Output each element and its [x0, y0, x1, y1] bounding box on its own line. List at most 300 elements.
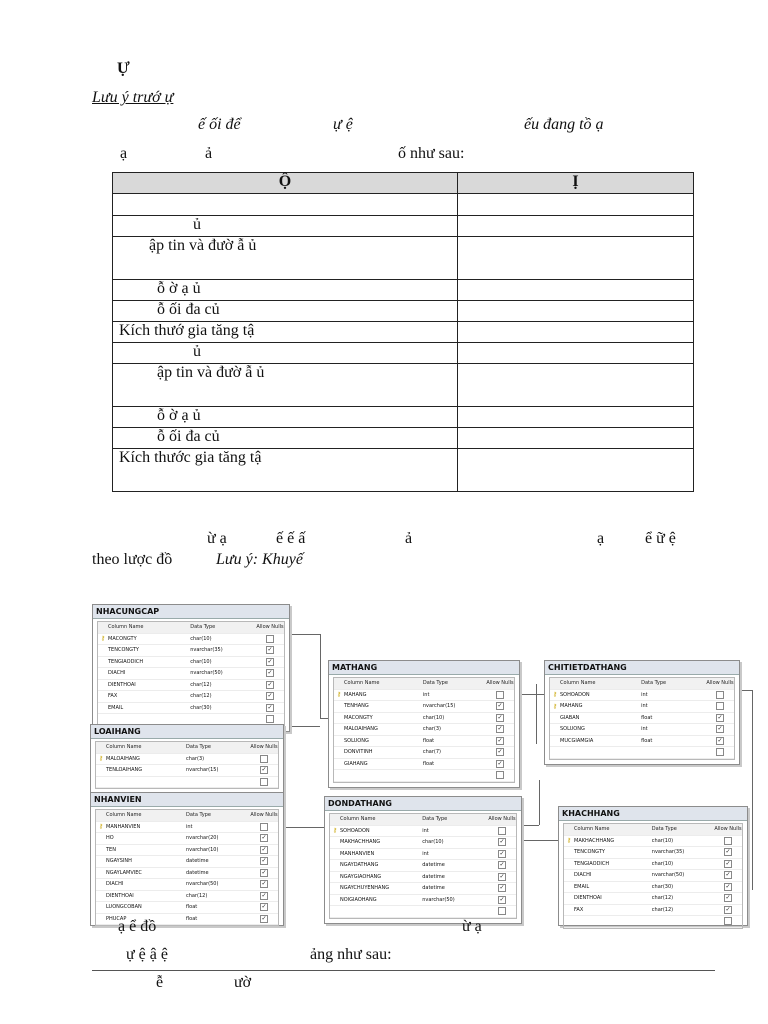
allow-nulls-checkbox[interactable] — [724, 837, 732, 845]
header-data-type: Data Type — [422, 816, 448, 823]
allow-nulls-checkbox[interactable] — [266, 715, 274, 723]
allow-nulls-checkbox[interactable]: ✓ — [497, 725, 503, 733]
column-row[interactable] — [334, 701, 514, 713]
column-name: NOIGIAOHANG — [340, 896, 377, 903]
column-row[interactable] — [98, 657, 284, 669]
table-row — [113, 322, 694, 343]
column-row[interactable] — [96, 777, 278, 789]
header-column-name: Column Name — [560, 680, 596, 687]
header-column-name: Column Name — [106, 812, 142, 819]
column-row[interactable] — [564, 847, 742, 859]
para2-frag1: ừ ạ — [207, 530, 227, 547]
allow-nulls-checkbox[interactable] — [266, 635, 274, 643]
table-row — [113, 449, 694, 492]
column-row[interactable] — [96, 856, 278, 868]
para2-frag3: ả — [405, 530, 413, 547]
allow-nulls-checkbox[interactable] — [724, 917, 732, 925]
column-header-property: Ộ — [113, 173, 458, 194]
column-name: HO — [106, 835, 114, 842]
allow-nulls-checkbox[interactable] — [260, 778, 268, 786]
database-properties-table — [112, 172, 694, 492]
allow-nulls-checkbox[interactable]: ✓ — [499, 861, 505, 869]
column-row[interactable] — [96, 879, 278, 891]
data-type: char(10) — [190, 658, 212, 665]
header-allow-nulls: Allow Nulls — [250, 812, 278, 819]
allow-nulls-checkbox[interactable] — [496, 691, 504, 699]
allow-nulls-checkbox[interactable]: ✓ — [499, 884, 505, 892]
allow-nulls-checkbox[interactable]: ✓ — [261, 880, 267, 888]
allow-nulls-checkbox[interactable]: ✓ — [499, 849, 505, 857]
column-row[interactable] — [550, 747, 734, 759]
header-column-name: Column Name — [574, 826, 610, 833]
table-chitietdathang[interactable] — [544, 660, 740, 765]
data-type: nvarchar(50) — [186, 881, 219, 888]
column-row[interactable] — [98, 645, 284, 657]
table-row — [113, 216, 694, 237]
column-row[interactable] — [564, 893, 742, 905]
allow-nulls-checkbox[interactable]: ✓ — [499, 895, 505, 903]
column-row[interactable] — [550, 724, 734, 736]
para2-frag4: ạ — [597, 530, 605, 547]
header-column-name: Column Name — [344, 680, 380, 687]
allow-nulls-checkbox[interactable]: ✓ — [725, 871, 731, 879]
data-type: datetime — [422, 873, 445, 880]
data-type: char(10) — [422, 839, 444, 846]
data-type: float — [641, 714, 653, 721]
column-row[interactable] — [334, 770, 514, 782]
header-allow-nulls: Allow Nulls — [486, 680, 514, 687]
allow-nulls-checkbox[interactable]: ✓ — [497, 759, 503, 767]
allow-nulls-checkbox[interactable]: ✓ — [725, 859, 731, 867]
header-data-type: Data Type — [641, 680, 667, 687]
data-type: char(3) — [422, 726, 442, 733]
table-row — [113, 407, 694, 428]
allow-nulls-checkbox[interactable]: ✓ — [267, 669, 273, 677]
column-row[interactable] — [550, 701, 734, 713]
table-title: CHITIETDATHANG — [545, 661, 739, 675]
header-data-type: Data Type — [186, 812, 212, 819]
relationship-line — [290, 634, 320, 635]
column-row[interactable] — [98, 703, 284, 715]
data-type: int — [186, 823, 193, 830]
data-type: int — [641, 726, 648, 733]
column-header-row — [96, 810, 278, 822]
data-type: int — [641, 691, 648, 698]
data-type: char(10) — [651, 860, 674, 867]
intro-line2-a: ạ — [120, 145, 128, 162]
table-dondathang[interactable] — [324, 796, 522, 924]
relationship-line — [284, 827, 324, 828]
header-data-type: Data Type — [422, 680, 448, 687]
primary-key-icon: ⚷ — [100, 635, 106, 643]
column-name: NGAYGIAOHANG — [340, 873, 382, 880]
column-row[interactable] — [330, 849, 516, 861]
allow-nulls-checkbox[interactable]: ✓ — [261, 914, 267, 922]
column-name: MALOAIHANG — [106, 755, 140, 762]
table-row — [113, 280, 694, 301]
column-name: NGAYDATHANG — [340, 862, 379, 869]
column-header-row — [550, 678, 734, 690]
data-type: char(10) — [190, 635, 212, 642]
value-cell — [458, 428, 694, 449]
data-type: nvarchar(35) — [651, 849, 685, 856]
property-cell: Kích thướ gia tăng tậ — [113, 322, 458, 343]
column-name: PHUCAP — [106, 915, 127, 922]
column-name: TEN — [106, 846, 116, 853]
header-allow-nulls: Allow Nulls — [256, 624, 284, 631]
allow-nulls-checkbox[interactable] — [496, 771, 504, 779]
data-type: int — [422, 850, 429, 857]
data-type: float — [186, 915, 198, 922]
value-cell — [458, 237, 694, 280]
relationship-line — [742, 690, 752, 691]
column-row[interactable] — [98, 668, 284, 680]
value-cell — [458, 301, 694, 322]
primary-key-icon: ⚷ — [566, 837, 572, 845]
allow-nulls-checkbox[interactable]: ✓ — [717, 713, 723, 721]
intro-line1-b: ự ệ — [333, 116, 353, 133]
column-name: DONVITINH — [344, 749, 373, 756]
header-allow-nulls: Allow Nulls — [714, 826, 742, 833]
bottom-line1-a: ạ ể đồ — [118, 918, 157, 935]
column-row[interactable] — [330, 895, 516, 907]
intro-line2-b: ả — [205, 145, 213, 162]
data-type: nvarchar(50) — [190, 670, 223, 677]
column-header-row — [564, 824, 742, 836]
column-name: DIACHI — [108, 670, 126, 677]
para2-line2-a: theo lược đồ — [92, 551, 173, 568]
intro-line2-c: ố như sau: — [398, 145, 465, 162]
value-cell — [458, 364, 694, 407]
allow-nulls-checkbox[interactable]: ✓ — [499, 872, 505, 880]
allow-nulls-checkbox[interactable]: ✓ — [267, 680, 273, 688]
column-row[interactable] — [334, 747, 514, 759]
allow-nulls-checkbox[interactable]: ✓ — [261, 845, 267, 853]
header-column-name: Column Name — [106, 744, 142, 751]
column-row[interactable] — [564, 916, 742, 928]
property-cell — [113, 194, 458, 216]
column-row[interactable] — [334, 759, 514, 771]
allow-nulls-checkbox[interactable]: ✓ — [267, 657, 273, 665]
primary-key-icon: ⚷ — [336, 691, 342, 699]
para2-frag5: ể ữ ệ — [645, 530, 676, 547]
primary-key-icon: ⚷ — [332, 827, 338, 835]
primary-key-icon: ⚷ — [552, 702, 558, 710]
column-name: DIENTHOAI — [108, 681, 136, 688]
allow-nulls-checkbox[interactable] — [498, 827, 506, 835]
data-type: nvarchar(15) — [422, 703, 456, 710]
column-name: NGAYLAMVIEC — [106, 869, 142, 876]
column-header-row — [96, 742, 278, 754]
data-type: datetime — [186, 858, 209, 865]
allow-nulls-checkbox[interactable]: ✓ — [725, 848, 731, 856]
er-diagram — [88, 600, 753, 922]
allow-nulls-checkbox[interactable]: ✓ — [261, 766, 267, 774]
column-row[interactable] — [96, 754, 278, 766]
allow-nulls-checkbox[interactable] — [716, 748, 724, 756]
header-data-type: Data Type — [190, 624, 216, 631]
column-name: TENCONGTY — [108, 647, 139, 654]
column-row[interactable] — [98, 680, 284, 692]
column-name: MANHANVIEN — [106, 823, 141, 830]
allow-nulls-checkbox[interactable]: ✓ — [261, 834, 267, 842]
allow-nulls-checkbox[interactable] — [260, 823, 268, 831]
relationship-line — [522, 840, 558, 841]
table-row — [113, 364, 694, 407]
header-allow-nulls: Allow Nulls — [706, 680, 734, 687]
column-row[interactable] — [98, 691, 284, 703]
column-row[interactable] — [96, 765, 278, 777]
column-name: SOLUONG — [560, 726, 585, 733]
relationship-line — [320, 634, 321, 718]
footer-a: ễ — [156, 974, 164, 991]
column-name: EMAIL — [574, 883, 590, 890]
allow-nulls-checkbox[interactable]: ✓ — [725, 894, 731, 902]
horizontal-rule — [92, 970, 715, 971]
table-title: DONDATHANG — [325, 797, 521, 811]
data-type: float — [422, 737, 435, 744]
section-heading: Ự — [117, 60, 130, 77]
value-cell — [458, 322, 694, 343]
data-type: nvarchar(35) — [190, 647, 223, 654]
column-row[interactable] — [330, 860, 516, 872]
column-name: GIAHANG — [344, 760, 368, 767]
header-column-name: Column Name — [108, 624, 144, 631]
data-type: int — [422, 827, 429, 834]
table-nhanvien[interactable] — [90, 792, 284, 926]
bottom-line2-b: ảng như sau: — [310, 946, 392, 963]
table-title: MATHANG — [329, 661, 519, 675]
allow-nulls-checkbox[interactable]: ✓ — [497, 713, 503, 721]
column-name: NGAYSINH — [106, 858, 132, 865]
column-row[interactable] — [96, 822, 278, 834]
property-cell: ỗ ờ ạ ủ — [113, 280, 458, 301]
table-title: NHANVIEN — [91, 793, 283, 807]
data-type: nvarchar(50) — [422, 896, 455, 903]
column-header-value: Ị — [458, 173, 694, 194]
column-name: MACONGTY — [344, 714, 373, 721]
data-type: datetime — [422, 885, 445, 892]
table-row — [113, 194, 694, 216]
column-name: MACONGTY — [108, 635, 137, 642]
primary-key-icon: ⚷ — [98, 755, 104, 763]
column-row[interactable] — [334, 724, 514, 736]
allow-nulls-checkbox[interactable] — [260, 755, 268, 763]
header-allow-nulls: Allow Nulls — [488, 816, 516, 823]
data-type: float — [186, 904, 198, 911]
column-name: MANHANVIEN — [340, 850, 375, 857]
column-row[interactable] — [334, 690, 514, 702]
allow-nulls-checkbox[interactable]: ✓ — [725, 905, 731, 913]
property-cell: ỗ ối đa củ — [113, 428, 458, 449]
column-name: SOLUONG — [344, 737, 369, 744]
data-type: datetime — [186, 869, 209, 876]
header-data-type: Data Type — [651, 826, 677, 833]
table-row — [113, 343, 694, 364]
table-title: NHACUNGCAP — [93, 605, 289, 619]
bottom-line1-b: ừ ạ — [462, 918, 482, 935]
note-title: Lưu ý trướ ự — [92, 89, 174, 106]
allow-nulls-checkbox[interactable] — [498, 907, 506, 915]
column-row[interactable] — [564, 836, 742, 848]
column-name: TENCONGTY — [574, 849, 605, 856]
column-row[interactable] — [96, 891, 278, 903]
relationship-line — [539, 780, 540, 825]
allow-nulls-checkbox[interactable]: ✓ — [261, 857, 267, 865]
allow-nulls-checkbox[interactable]: ✓ — [725, 882, 731, 890]
value-cell — [458, 194, 694, 216]
allow-nulls-checkbox[interactable]: ✓ — [261, 868, 267, 876]
value-cell — [458, 216, 694, 237]
allow-nulls-checkbox[interactable]: ✓ — [267, 703, 273, 711]
column-name: SOHOADON — [560, 691, 590, 698]
column-row[interactable] — [550, 736, 734, 748]
data-type: char(12) — [190, 681, 212, 688]
data-type: float — [641, 737, 653, 744]
column-name: DIACHI — [574, 872, 592, 879]
data-type: nvarchar(20) — [186, 835, 219, 842]
bottom-line2-a: ự ệ ậ ệ — [126, 946, 168, 963]
header-column-name: Column Name — [340, 816, 376, 823]
data-type: char(12) — [651, 906, 674, 913]
data-type: char(30) — [190, 704, 212, 711]
column-header-row — [98, 622, 284, 634]
allow-nulls-checkbox[interactable]: ✓ — [261, 903, 267, 911]
allow-nulls-checkbox[interactable]: ✓ — [497, 736, 503, 744]
property-cell: ỗ ờ ạ ủ — [113, 407, 458, 428]
column-row[interactable] — [98, 634, 284, 646]
column-name: DIENTHOAI — [574, 895, 602, 902]
data-type: char(7) — [422, 749, 442, 756]
para2-frag2: ế ế ấ — [276, 530, 306, 547]
column-name: LUONGCOBAN — [106, 904, 142, 911]
data-type: nvarchar(50) — [651, 872, 685, 879]
column-name: DIENTHOAI — [106, 892, 134, 899]
column-row[interactable] — [96, 845, 278, 857]
value-cell — [458, 343, 694, 364]
value-cell — [458, 280, 694, 301]
intro-line1-c: ếu đang tồ ạ — [524, 116, 604, 133]
data-type: datetime — [422, 862, 445, 869]
value-cell — [458, 449, 694, 492]
header-data-type: Data Type — [186, 744, 212, 751]
column-row[interactable] — [564, 870, 742, 882]
column-row[interactable] — [96, 868, 278, 880]
relationship-line — [519, 825, 539, 826]
allow-nulls-checkbox[interactable]: ✓ — [497, 702, 503, 710]
allow-nulls-checkbox[interactable]: ✓ — [717, 725, 723, 733]
data-type: char(12) — [186, 892, 208, 899]
allow-nulls-checkbox[interactable]: ✓ — [267, 646, 273, 654]
column-row[interactable] — [330, 906, 516, 918]
allow-nulls-checkbox[interactable]: ✓ — [717, 736, 723, 744]
table-nhacungcap[interactable] — [92, 604, 290, 732]
column-row[interactable] — [96, 833, 278, 845]
column-name: TENGIAODICH — [108, 658, 144, 665]
data-type: char(30) — [651, 883, 674, 890]
column-name: EMAIL — [108, 704, 124, 711]
para2-line2-b: Lưu ý: Khuyế — [216, 551, 303, 568]
table-row — [113, 237, 694, 280]
data-type: int — [422, 691, 430, 698]
column-name: NGAYCHUYENHANG — [340, 885, 390, 892]
data-type: char(12) — [190, 693, 212, 700]
column-name: TENHANG — [344, 703, 369, 710]
table-khachhang[interactable] — [558, 806, 748, 926]
footer-b: ườ — [234, 974, 252, 991]
property-cell: ủ — [113, 343, 458, 364]
allow-nulls-checkbox[interactable]: ✓ — [497, 748, 503, 756]
column-row[interactable] — [330, 826, 516, 838]
column-row[interactable] — [564, 905, 742, 917]
column-name: TENLOAIHANG — [106, 767, 143, 774]
data-type: nvarchar(10) — [186, 846, 219, 853]
column-name: MAKHACHHANG — [340, 839, 381, 846]
column-row[interactable] — [96, 902, 278, 914]
data-type: char(12) — [651, 895, 674, 902]
table-title: KHACHHANG — [559, 807, 747, 821]
column-name: TENGIAODICH — [574, 860, 610, 867]
column-name: FAX — [574, 906, 584, 913]
relationship-line — [536, 684, 537, 744]
column-row[interactable] — [330, 883, 516, 895]
value-cell — [458, 407, 694, 428]
column-name: MAHANG — [344, 691, 367, 698]
relationship-line — [320, 718, 328, 719]
column-name: MUCGIAMGIA — [560, 737, 594, 744]
table-row — [113, 428, 694, 449]
property-cell: ỗ ối đa củ — [113, 301, 458, 322]
column-name: SOHOADON — [340, 827, 370, 834]
allow-nulls-checkbox[interactable] — [716, 691, 724, 699]
intro-line1-a: ế ối để — [198, 116, 241, 133]
column-header-row — [334, 678, 514, 690]
column-row[interactable] — [330, 837, 516, 849]
allow-nulls-checkbox[interactable]: ✓ — [261, 891, 267, 899]
allow-nulls-checkbox[interactable]: ✓ — [499, 838, 505, 846]
column-row[interactable] — [550, 713, 734, 725]
column-name: MAKHACHHANG — [574, 837, 615, 844]
data-type: char(10) — [422, 714, 445, 721]
allow-nulls-checkbox[interactable] — [716, 702, 724, 710]
table-mathang[interactable] — [328, 660, 520, 788]
data-type: nvarchar(15) — [186, 767, 219, 774]
column-row[interactable] — [564, 882, 742, 894]
column-name: GIABAN — [560, 714, 580, 721]
data-type: char(10) — [651, 837, 674, 844]
column-row[interactable] — [564, 859, 742, 871]
column-row[interactable] — [334, 713, 514, 725]
relationship-line — [752, 690, 753, 890]
column-name: MALOAIHANG — [344, 726, 378, 733]
property-cell: ập tin và đườ ẫ ủ — [113, 237, 458, 280]
allow-nulls-checkbox[interactable]: ✓ — [267, 692, 273, 700]
column-row[interactable] — [330, 872, 516, 884]
column-name: MAHANG — [560, 703, 583, 710]
column-header-row — [330, 814, 516, 826]
table-title: LOAIHANG — [91, 725, 283, 739]
column-row[interactable] — [550, 690, 734, 702]
data-type: int — [641, 703, 648, 710]
property-cell: ủ — [113, 216, 458, 237]
property-cell: Kích thước gia tăng tậ — [113, 449, 458, 492]
column-name: DIACHI — [106, 881, 124, 888]
column-row[interactable] — [334, 736, 514, 748]
table-loaihang[interactable] — [90, 724, 284, 794]
primary-key-icon: ⚷ — [98, 823, 104, 831]
table-row — [113, 301, 694, 322]
relationship-line — [519, 694, 545, 695]
